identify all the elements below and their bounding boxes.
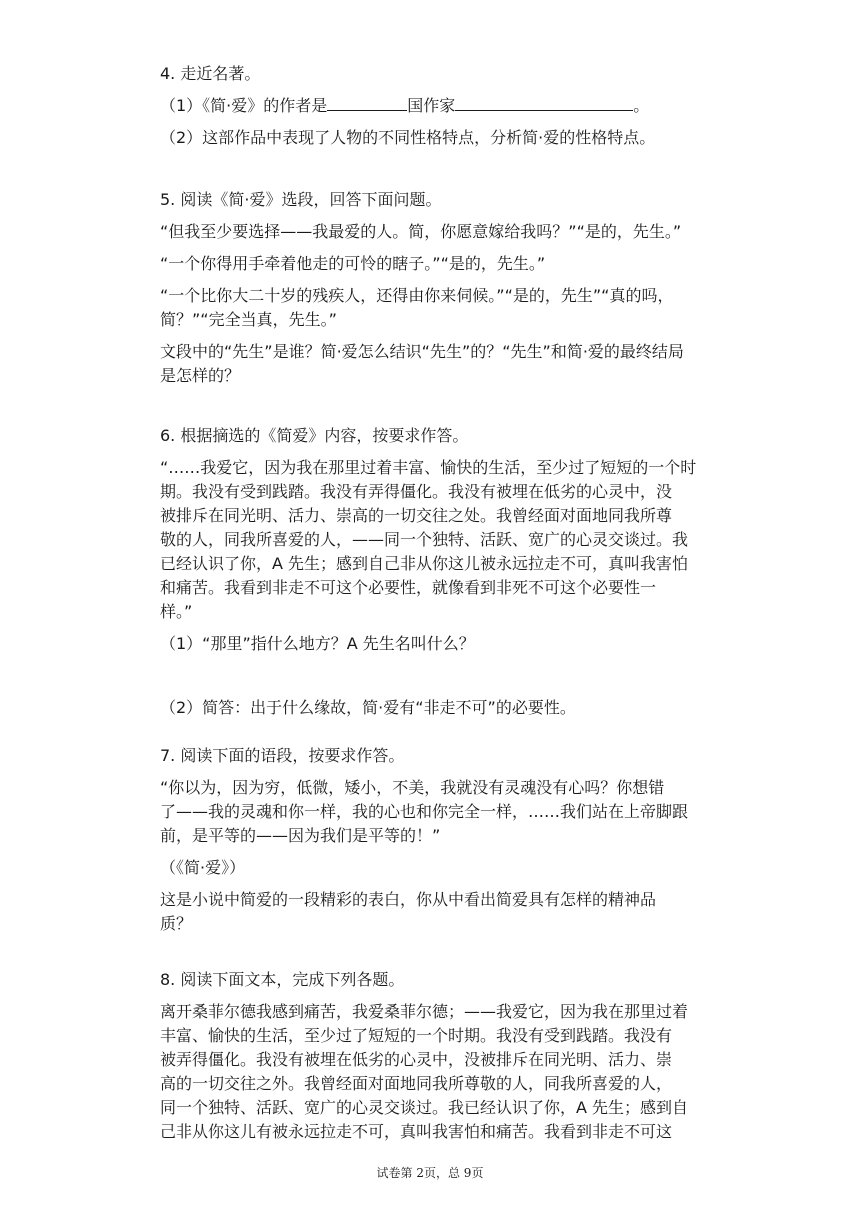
- question-7: [160, 744, 740, 936]
- question-8: [160, 968, 740, 1144]
- passage-line: “……我爱它，因为我在那里过着丰富、愉快的生活，至少过了短短的一个时: [160, 458, 697, 477]
- passage-line: 被排斥在同光明、活力、崇高的一切交往之处。我曾经面对面地同我所尊: [160, 506, 673, 525]
- passage: [160, 776, 740, 848]
- passage-line: “一个你得用手牵着他走的可怜的瞎子。”“是的，先生。”: [160, 254, 546, 273]
- passage-line: 高的一切交往之外。我曾经面对面地同我所尊敬的人，同我所喜爱的人，: [160, 1074, 673, 1093]
- question-4-item-2: （2）这部作品中表现了人物的不同性格特点，分析简·爱的性格特点。: [160, 128, 656, 147]
- passage-line: 了——我的灵魂和你一样，我的心也和你完全一样，……我们站在上帝脚跟: [160, 802, 689, 821]
- nationality-blank[interactable]: [455, 94, 633, 111]
- passage-source: （《简·爱》）: [160, 858, 246, 877]
- passage-line: 和痛苦。我看到非走不可这个必要性，就像看到非死不可这个必要性一: [160, 578, 657, 597]
- question-6-item-1: （1）“那里”指什么地方？A 先生名叫什么？: [160, 634, 475, 653]
- item-1-text-a: （1）《简·爱》的作者是: [160, 96, 328, 115]
- question-6: [160, 424, 740, 720]
- author-blank[interactable]: [327, 94, 407, 111]
- passage-line: 离开桑菲尔德我感到痛苦，我爱桑菲尔德；——我爱它，因为我在那里过着: [160, 1002, 689, 1021]
- question-line: 质？: [160, 914, 193, 933]
- passage-line: 简？”“完全当真，先生。”: [160, 310, 337, 329]
- question-4-title: 4. 走近名著。: [160, 64, 261, 83]
- passage: [160, 1000, 740, 1144]
- item-1-text-b: 国作家: [407, 96, 456, 115]
- question-7-title: 7. 阅读下面的语段，按要求作答。: [160, 746, 405, 765]
- question-line: 文段中的“先生”是谁？简·爱怎么结识“先生”的？“先生”和简·爱的最终结局: [160, 342, 684, 361]
- passage-line: “你以为，因为穷，低微，矮小，不美，我就没有灵魂没有心吗？你想错: [160, 778, 665, 797]
- question-4: [160, 62, 740, 150]
- passage-line: 前，是平等的——因为我们是平等的！”: [160, 826, 441, 845]
- passage-line: 己非从你这儿有被永远拉走不可，真叫我害怕和痛苦。我看到非走不可这: [160, 1122, 673, 1141]
- passage-line: 期。我没有受到践踏。我没有弄得僵化。我没有被埋在低劣的心灵中，没: [160, 482, 673, 501]
- passage-line: 丰富、愉快的生活，至少过了短短的一个时期。我没有受到践踏。我没有: [160, 1026, 673, 1045]
- page-footer: 试卷第 2页，总 9页: [376, 1166, 484, 1180]
- passage-line: 被弄得僵化。我没有被埋在低劣的心灵中，没被排斥在同光明、活力、崇: [160, 1050, 673, 1069]
- passage-line: 样。”: [160, 602, 193, 621]
- question-line: 这是小说中简爱的一段精彩的表白，你从中看出简爱具有怎样的精神品: [160, 890, 657, 909]
- passage-line: 敬的人，同我所喜爱的人，——同一个独特、活跃、宽广的心灵交谈过。我: [160, 530, 689, 549]
- passage-line: 已经认识了你，A 先生；感到自己非从你这儿被永远拉走不可，真叫我害怕: [160, 554, 689, 573]
- question-line: 是怎样的？: [160, 366, 241, 385]
- passage-line: “但我至少要选择——我最爱的人。简，你愿意嫁给我吗？”“是的，先生。”: [160, 222, 682, 241]
- question-5: [160, 188, 740, 388]
- passage-line: 同一个独特、活跃、宽广的心灵交谈过。我已经认识了你，A 先生；感到自: [160, 1098, 689, 1117]
- question-4-item-1: [160, 94, 740, 118]
- passage: [160, 456, 740, 624]
- passage-line: “一个比你大二十岁的残疾人，还得由你来伺候。”“是的，先生”“真的吗，: [160, 286, 674, 305]
- question-6-item-2: （2）简答：出于什么缘故，简·爱有“非走不可”的必要性。: [160, 698, 576, 717]
- question-8-title: 8. 阅读下面文本，完成下列各题。: [160, 970, 405, 989]
- question-5-title: 5. 阅读《简·爱》选段，回答下面问题。: [160, 190, 442, 209]
- question-6-title: 6. 根据摘选的《简爱》内容，按要求作答。: [160, 426, 469, 445]
- item-1-text-c: 。: [633, 96, 650, 115]
